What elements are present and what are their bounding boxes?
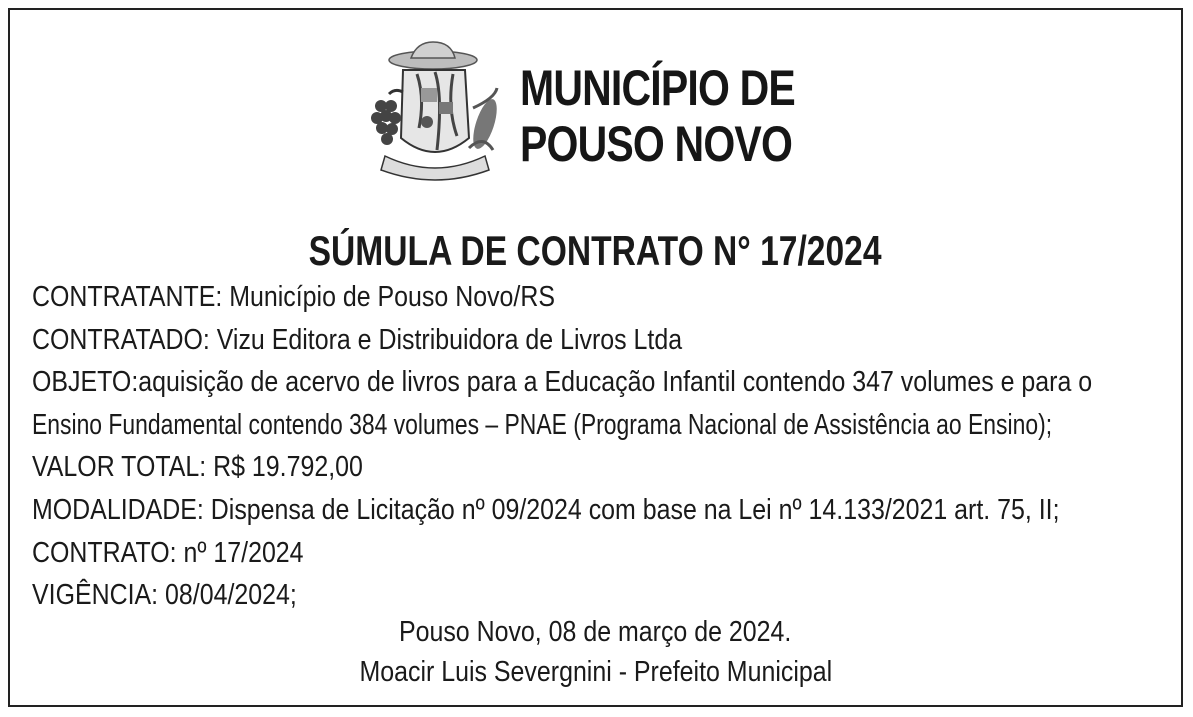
object-line-2: Ensino Fundamental contendo 384 volumes – PNAE (Programa Nacional de Assistência ao Ensino);	[32, 408, 1053, 441]
notice-frame	[8, 8, 1183, 707]
signature: Moacir Luis Severgnini - Prefeito Municipal	[359, 656, 832, 688]
contract-details	[32, 276, 1182, 617]
modality-line: MODALIDADE: Dispensa de Licitação nº 09/2024 com base na Lei nº 14.133/2021 art. 75, II;	[32, 493, 1060, 526]
document-title-text: SÚMULA DE CONTRATO N° 17/2024	[309, 227, 882, 274]
object-line-1: OBJETO:aquisição de acervo de livros para a Educação Infantil contendo 347 volumes e para o	[32, 366, 1093, 399]
contractor-line: CONTRATADO: Vizu Editora e Distribuidora de Livros Ltda	[32, 323, 683, 356]
place-date: Pouso Novo, 08 de março de 2024.	[399, 616, 792, 648]
total-value-line: VALOR TOTAL: R$ 19.792,00	[32, 451, 363, 484]
contract-number-line: CONTRATO: nº 17/2024	[32, 536, 304, 569]
municipality-title-line2: POUSO NOVO	[520, 116, 793, 172]
contracting-party-line: CONTRATANTE: Município de Pouso Novo/RS	[32, 281, 555, 313]
header	[365, 38, 845, 188]
validity-line: VIGÊNCIA: 08/04/2024;	[32, 579, 297, 612]
municipal-crest-icon	[365, 38, 505, 184]
municipality-title	[520, 60, 795, 172]
municipality-title-line1: MUNICÍPIO DE	[520, 60, 795, 116]
document-title	[10, 228, 1181, 274]
